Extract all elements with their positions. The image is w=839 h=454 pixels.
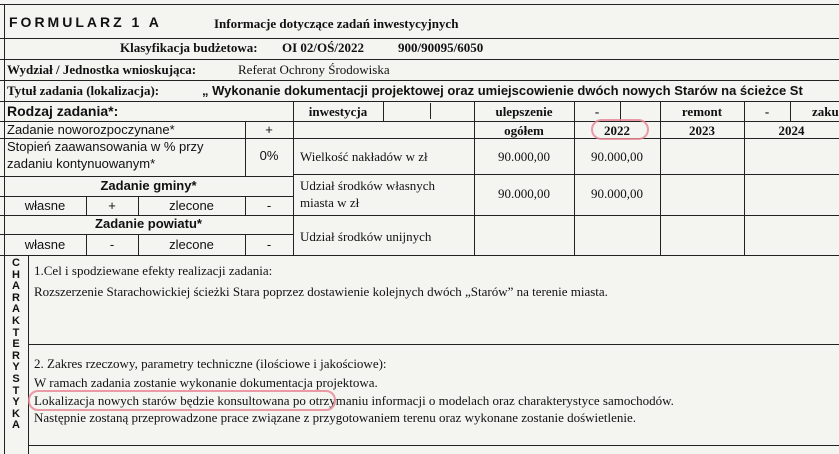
department-label: Wydział / Jednostka wnioskująca: xyxy=(7,62,197,77)
county-commissioned-mark: - xyxy=(266,237,272,252)
finance-row-label-cont: miasta w zł xyxy=(300,195,360,210)
municipal-own-mark: + xyxy=(108,198,116,213)
side-letter: A xyxy=(12,303,20,316)
finance-row-label: Wielkość nakładów w zł xyxy=(300,149,428,164)
rule xyxy=(620,101,621,121)
improvement-label: ulepszenie xyxy=(495,104,553,119)
finance-row-total: 90.000,00 xyxy=(498,149,550,164)
municipal-commissioned-mark: - xyxy=(266,198,272,213)
county-own-label: własne xyxy=(24,237,66,252)
year-2022-highlight xyxy=(591,119,649,140)
improvement-mark: - xyxy=(594,104,600,119)
rule xyxy=(0,234,293,235)
new-task-mark: + xyxy=(265,122,273,137)
side-letter: T xyxy=(12,326,20,339)
progress-label-1: Stopień zaawansowania w % przy xyxy=(7,139,204,154)
classification-value: OI 02/OŚ/2022 xyxy=(282,40,364,55)
rule xyxy=(293,174,839,175)
municipal-commissioned-label: zlecone xyxy=(169,198,214,213)
section2-title: 2. Zakres rzeczowy, parametry techniczne (ilościowe i jakościowe): xyxy=(34,356,387,371)
form-code: FORMULARZ 1 A xyxy=(9,14,162,30)
rule xyxy=(293,101,294,255)
classification-code: 900/90095/6050 xyxy=(398,40,484,55)
col-total-header: ogółem xyxy=(504,123,544,138)
section1-title: 1.Cel i spodziewane efekty realizacji zadania: xyxy=(34,263,273,278)
side-letter: Y xyxy=(12,396,20,409)
side-letter: R xyxy=(12,291,20,304)
county-commissioned-label: zlecone xyxy=(169,237,214,252)
department-value: Referat Ochrony Środowiska xyxy=(238,62,390,77)
rule xyxy=(0,38,839,39)
rule xyxy=(0,80,839,81)
purchase-label: zaku xyxy=(812,104,839,119)
municipal-own-label: własne xyxy=(24,198,66,213)
rule xyxy=(790,101,791,121)
rule xyxy=(28,445,839,446)
side-letter: Y xyxy=(12,361,20,374)
rule xyxy=(0,59,839,60)
side-letter: S xyxy=(12,372,20,385)
rule xyxy=(28,255,29,454)
section2-line: W ramach zadania zostanie wykonanie dokumentacja projektowa. xyxy=(34,375,378,390)
rule xyxy=(0,176,293,177)
renovation-mark: - xyxy=(764,104,770,119)
year-2023-header: 2023 xyxy=(689,123,715,138)
task-type-label: Rodzaj zadania*: xyxy=(7,103,119,119)
new-task-label: Zadanie noworozpoczynane* xyxy=(7,122,175,137)
rule xyxy=(383,101,384,121)
progress-value: 0% xyxy=(259,148,279,163)
rule xyxy=(0,255,839,256)
year-2024-header: 2024 xyxy=(778,123,805,138)
task-title-label: Tytuł zadania (lokalizacja): xyxy=(7,83,160,98)
location-highlight xyxy=(28,390,336,411)
section2-line: Lokalizacja nowych starów będzie konsultowana po otrzymaniu informacji o modelach oraz charakterystyce samochodów. xyxy=(34,393,674,408)
progress-label-2: zadaniu kontynuowanym* xyxy=(7,156,156,171)
finance-row-2022: 90.000,00 xyxy=(591,186,643,201)
investment-label: inwestycja xyxy=(308,104,368,119)
side-letter: E xyxy=(12,338,20,351)
county-own-mark: - xyxy=(109,237,115,252)
classification-label: Klasyfikacja budżetowa: xyxy=(120,40,258,55)
rule xyxy=(28,344,839,345)
finance-row-2022: 90.000,00 xyxy=(591,149,643,164)
side-letter: A xyxy=(12,280,20,293)
side-letter: K xyxy=(12,407,20,420)
rule-top xyxy=(0,4,839,5)
side-letter: A xyxy=(12,419,20,432)
finance-row-label: Udział środków unijnych xyxy=(300,229,432,244)
renovation-label: remont xyxy=(681,104,723,119)
task-title-value: „ Wykonanie dokumentacji projektowej oraz umiejscowienie dwóch nowych Starów na ścieżce St xyxy=(202,83,803,98)
section1-text: Rozszerzenie Starachowickiej ścieżki Stara poprzez dostawienie kolejnych dwóch „Starów” na terenie miasta. xyxy=(34,284,608,299)
rule xyxy=(0,196,293,197)
investment-checkbox-mark xyxy=(430,103,431,119)
side-letter: H xyxy=(12,268,20,281)
characteristics-side-label xyxy=(4,258,28,432)
side-letter: K xyxy=(12,314,20,327)
municipal-task-heading: Zadanie gminy* xyxy=(100,178,197,193)
county-task-heading: Zadanie powiatu* xyxy=(95,216,202,231)
side-letter: C xyxy=(12,257,20,269)
finance-row-label: Udział środków własnych xyxy=(300,178,436,193)
form-title: Informacje dotyczące zadań inwestycyjnych xyxy=(214,16,459,31)
section2-line: Następnie zostaną przeprowadzone prace związane z przygotowaniem terenu oraz wykonane zostanie doświetlenie. xyxy=(34,410,637,425)
year-2022-header: 2022 xyxy=(604,123,630,138)
finance-row-total: 90.000,00 xyxy=(498,186,550,201)
side-letter: R xyxy=(12,349,20,362)
side-letter: T xyxy=(12,384,20,397)
rule xyxy=(0,101,839,102)
